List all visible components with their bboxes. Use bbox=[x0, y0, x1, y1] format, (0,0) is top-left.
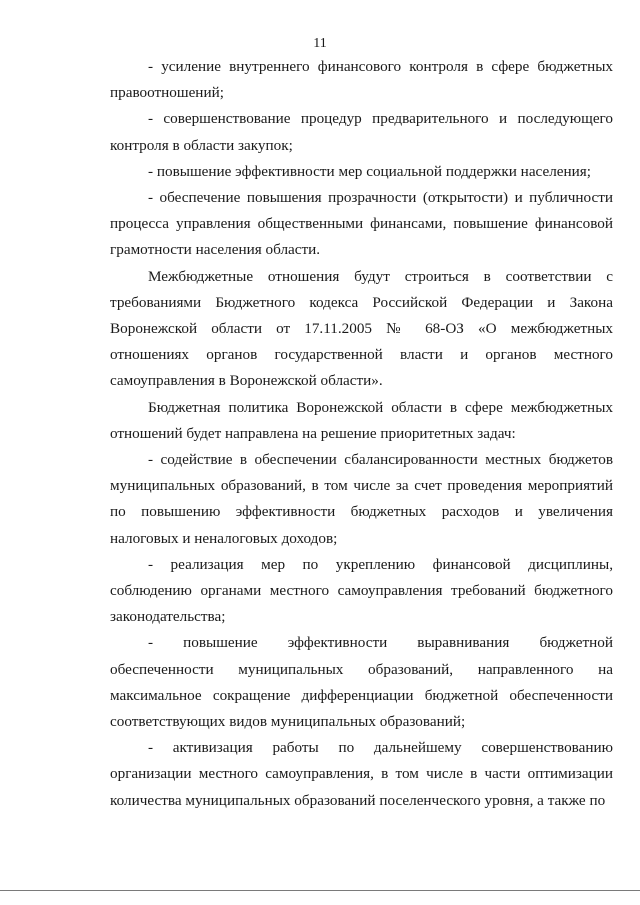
paragraph: - реализация мер по укреплению финансовой дисциплины, соблюдению органами местного самоуправления требований бюджетного законодательства; bbox=[110, 555, 613, 626]
paragraph: Межбюджетные отношения будут строиться в соответствии с требованиями Бюджетного кодекса Российской Федерации и Закона Воронежской области от 17.11.2005 № 68-ОЗ «О межбюджетных отношениях органов государственной власти и органов местного самоуправления в Воронежской области». bbox=[110, 267, 613, 390]
paragraph: Бюджетная политика Воронежской области в сфере межбюджетных отношений будет направлена на решение приоритетных задач: bbox=[110, 398, 613, 442]
paragraph: - повышение эффективности выравнивания бюджетной обеспеченности муниципальных образований, направленного на максимальное сокращение дифференциации бюджетной обеспеченности соответствующих видов муниципальных образований; bbox=[110, 634, 613, 731]
page-number: 11 bbox=[313, 36, 327, 51]
paragraph: - содействие в обеспечении сбалансированности местных бюджетов муниципальных образований, в том числе за счет проведения мероприятий по повышению эффективности бюджетных расходов и увеличения налоговых и неналоговых доходов; bbox=[110, 451, 613, 547]
paragraph: - активизация работы по дальнейшему совершенствованию организации местного самоуправления, в том числе в части оптимизации количества муниципальных образований поселенческого уровня, а также по bbox=[110, 739, 613, 809]
paragraph: - совершенствование процедур предварительного и последующего контроля в области закупок; bbox=[110, 110, 613, 154]
paragraph: - повышение эффективности мер социальной поддержки населения; bbox=[148, 162, 592, 180]
footer-divider bbox=[0, 890, 640, 891]
paragraph: - обеспечение повышения прозрачности (открытости) и публичности процесса управления общественными финансами, повышение финансовой грамотности населения области. bbox=[110, 189, 613, 259]
paragraph: - усиление внутреннего финансового контроля в сфере бюджетных правоотношений; bbox=[110, 58, 613, 102]
document-body bbox=[110, 54, 613, 814]
